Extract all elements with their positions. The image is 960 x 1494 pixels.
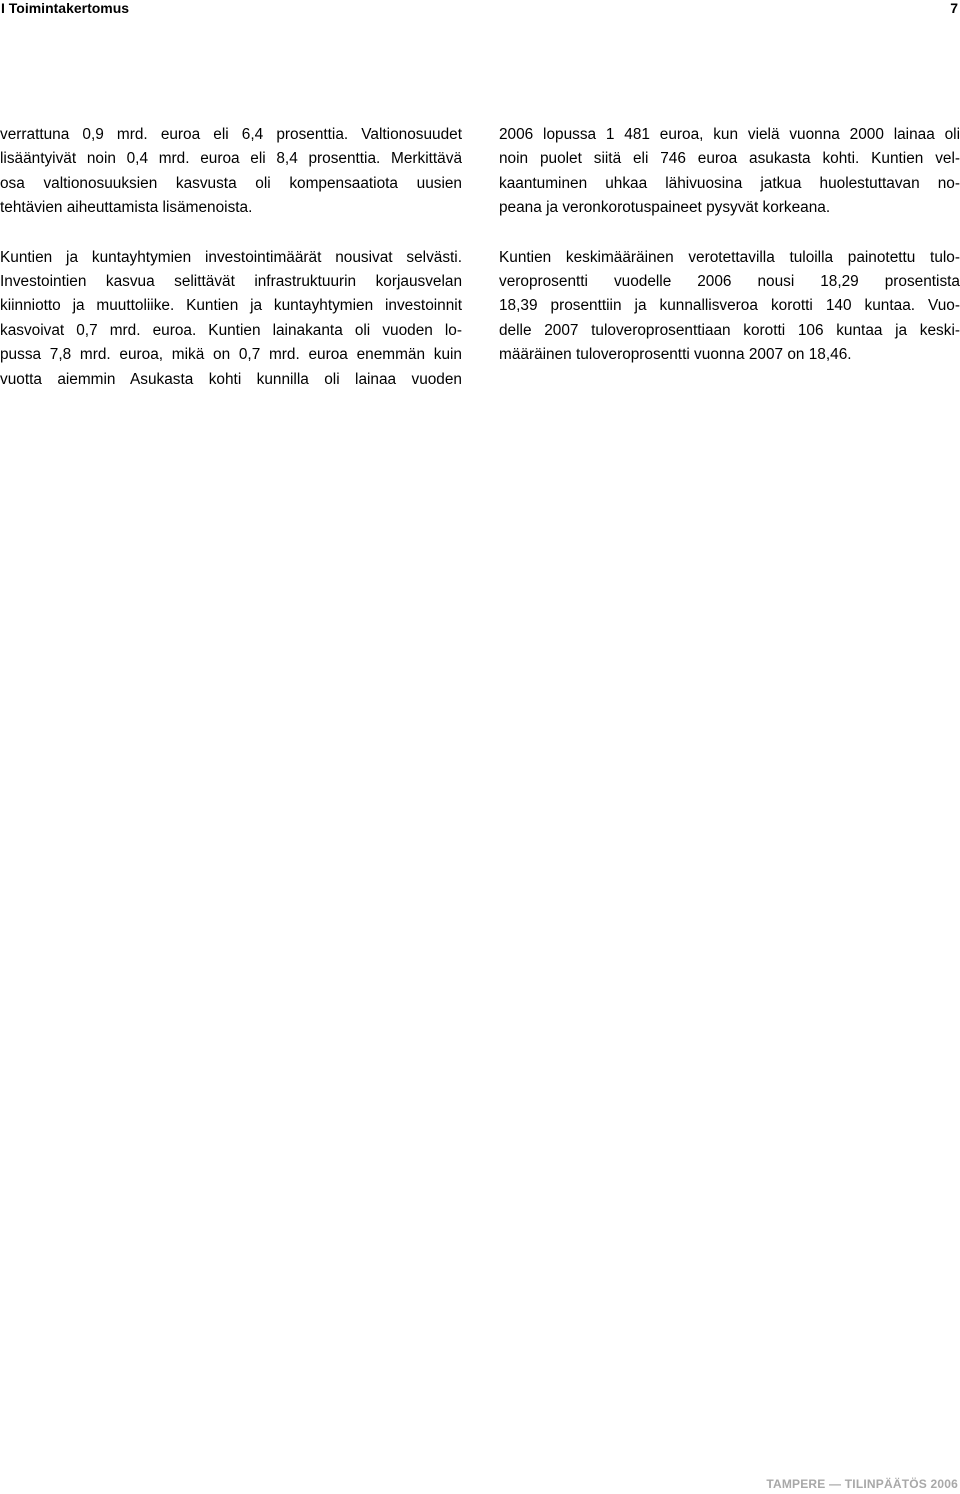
left-column [0, 123, 462, 417]
right-paragraph-2 [499, 246, 960, 368]
section-title: I Toimintakertomus [1, 0, 130, 16]
right-paragraph-1 [499, 123, 960, 221]
text-line: Kuntien ja kuntayhtymien investointimäärät nousivat selvästi. [0, 248, 462, 266]
text-line: Kuntien keskimääräinen verotettavilla tuloilla painotettu tulo- [499, 248, 960, 266]
left-paragraph-2 [0, 246, 462, 392]
text-line: verrattuna 0,9 mrd. euroa eli 6,4 prosenttia. Valtionosuudet [0, 126, 462, 143]
left-paragraph-1 [0, 123, 462, 221]
text-line: määräinen tuloveroprosentti vuonna 2007 on 18,46. [499, 346, 852, 364]
text-line: 2006 lopussa 1 481 euroa, kun vielä vuonna 2000 lainaa oli [499, 126, 960, 143]
text-line: osa valtionosuuksien kasvusta oli kompensaatiota uusien [0, 174, 462, 192]
page-number: 7 [950, 0, 958, 16]
text-line: vuotta aiemmin Asukasta kohti kunnilla oli lainaa vuoden [0, 370, 462, 388]
text-line: delle 2007 tuloveroprosenttiaan korotti 106 kuntaa ja keski- [499, 321, 960, 339]
text-line: kiinniotto ja muuttoliike. Kuntien ja kuntayhtymien investoinnit [0, 297, 462, 315]
page-header [0, 0, 960, 16]
text-line: kaantuminen uhkaa lähivuosina jatkua huolestuttavan no- [499, 174, 960, 192]
text-line: lisääntyivät noin 0,4 mrd. euroa eli 8,4 prosenttia. Merkittävä [0, 150, 462, 168]
text-line: noin puolet siitä eli 746 euroa asukasta kohti. Kuntien vel- [499, 150, 960, 168]
text-line: peana ja veronkorotuspaineet pysyvät korkeana. [499, 199, 831, 217]
text-line: Investointien kasvua selittävät infrastruktuurin korjausvelan [0, 272, 462, 290]
text-line: veroprosentti vuodelle 2006 nousi 18,29 prosentista [499, 272, 960, 290]
right-column [499, 123, 960, 393]
text-line: tehtävien aiheuttamista lisämenoista. [0, 199, 253, 217]
text-line: pussa 7,8 mrd. euroa, mikä on 0,7 mrd. euroa enemmän kuin [0, 346, 462, 364]
text-line: kasvoivat 0,7 mrd. euroa. Kuntien lainakanta oli vuoden lo- [0, 321, 462, 339]
page-footer: TAMPERE — TILINPÄÄTÖS 2006 [766, 1477, 958, 1491]
text-line: 18,39 prosenttiin ja kunnallisveroa korotti 140 kuntaa. Vuo- [499, 297, 960, 315]
